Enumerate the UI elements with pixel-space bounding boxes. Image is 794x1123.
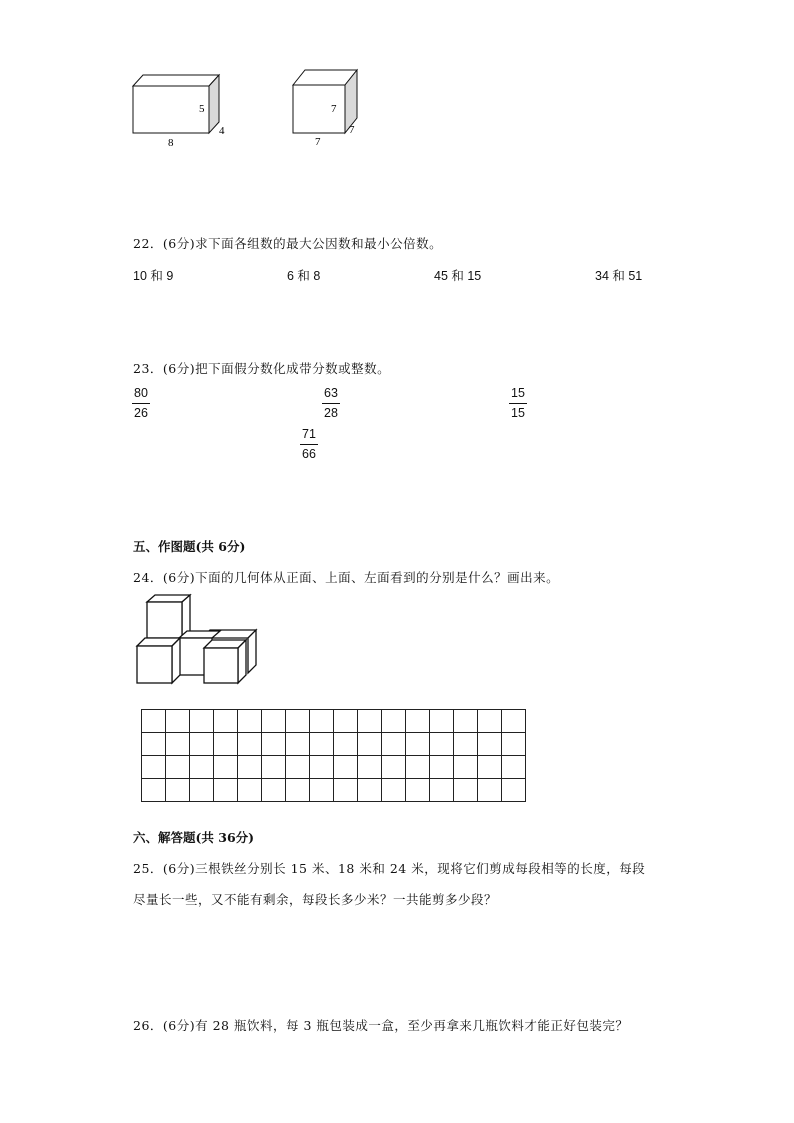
grid-cell[interactable] <box>382 710 406 733</box>
grid-cell[interactable] <box>166 733 190 756</box>
grid-cell[interactable] <box>358 733 382 756</box>
cuboid-figure <box>125 66 235 156</box>
grid-cell[interactable] <box>214 733 238 756</box>
grid-cell[interactable] <box>334 756 358 779</box>
grid-cell[interactable] <box>382 779 406 802</box>
grid-cell[interactable] <box>406 756 430 779</box>
fraction-3-numerator: 15 <box>511 386 525 400</box>
grid-cell[interactable] <box>430 710 454 733</box>
grid-row <box>142 779 526 802</box>
grid-cell[interactable] <box>214 710 238 733</box>
grid-cell[interactable] <box>286 710 310 733</box>
grid-cell[interactable] <box>262 756 286 779</box>
grid-cell[interactable] <box>502 710 526 733</box>
section-6-title: 六、解答题(共 36分) <box>133 830 255 845</box>
cube-stack-figure <box>130 592 265 692</box>
fraction-4 <box>300 427 318 462</box>
grid-cell[interactable] <box>190 733 214 756</box>
grid-cell[interactable] <box>166 779 190 802</box>
question-26: 26．(6分)有 28 瓶饮料，每 3 瓶包装成一盒，至少再拿来几瓶饮料才能正好包装完？ <box>133 1018 629 1033</box>
cuboid-height-label: 5 <box>199 103 205 115</box>
q22-pair-2: 6 和 8 <box>287 269 321 283</box>
fraction-4-denominator: 66 <box>302 447 316 461</box>
grid-cell[interactable] <box>502 733 526 756</box>
fraction-2-numerator: 63 <box>324 386 338 400</box>
grid-cell[interactable] <box>358 710 382 733</box>
grid-row <box>142 733 526 756</box>
grid-cell[interactable] <box>286 779 310 802</box>
grid-cell[interactable] <box>406 779 430 802</box>
grid-cell[interactable] <box>262 710 286 733</box>
grid-cell[interactable] <box>310 733 334 756</box>
grid-cell[interactable] <box>238 733 262 756</box>
grid-cell[interactable] <box>310 779 334 802</box>
grid-cell[interactable] <box>334 710 358 733</box>
grid-cell[interactable] <box>214 779 238 802</box>
grid-cell[interactable] <box>478 710 502 733</box>
grid-cell[interactable] <box>142 733 166 756</box>
question-25-line-2: 尽量长一些，又不能有剩余，每段长多少米？一共能剪多少段？ <box>133 892 498 907</box>
cube-depth-label: 7 <box>349 124 355 136</box>
fraction-2-denominator: 28 <box>324 406 338 420</box>
grid-cell[interactable] <box>142 710 166 733</box>
section-5-title: 五、作图题(共 6分) <box>133 539 246 554</box>
grid-cell[interactable] <box>406 733 430 756</box>
fraction-1-numerator: 80 <box>134 386 148 400</box>
grid-cell[interactable] <box>166 710 190 733</box>
grid-cell[interactable] <box>262 779 286 802</box>
grid-cell[interactable] <box>454 756 478 779</box>
grid-row <box>142 710 526 733</box>
grid-cell[interactable] <box>454 733 478 756</box>
grid-cell[interactable] <box>286 756 310 779</box>
cuboid-length-label: 8 <box>168 137 174 149</box>
grid-cell[interactable] <box>478 733 502 756</box>
grid-cell[interactable] <box>238 710 262 733</box>
fraction-3-denominator: 15 <box>511 406 525 420</box>
grid-cell[interactable] <box>454 779 478 802</box>
question-24: 24．(6分)下面的几何体从正面、上面、左面看到的分别是什么？画出来。 <box>133 570 560 585</box>
q22-pair-1: 10 和 9 <box>133 269 174 283</box>
drawing-grid[interactable] <box>141 709 526 802</box>
grid-cell[interactable] <box>142 756 166 779</box>
grid-cell[interactable] <box>454 710 478 733</box>
cube-length-label: 7 <box>315 136 321 148</box>
grid-cell[interactable] <box>142 779 166 802</box>
cube-figure <box>285 62 375 157</box>
grid-cell[interactable] <box>190 710 214 733</box>
fraction-2 <box>322 386 340 421</box>
grid-cell[interactable] <box>502 779 526 802</box>
grid-cell[interactable] <box>334 779 358 802</box>
grid-cell[interactable] <box>478 756 502 779</box>
grid-cell[interactable] <box>262 733 286 756</box>
grid-cell[interactable] <box>478 779 502 802</box>
grid-cell[interactable] <box>358 756 382 779</box>
grid-cell[interactable] <box>310 756 334 779</box>
grid-cell[interactable] <box>334 733 358 756</box>
question-25-line-1: 25．(6分)三根铁丝分别长 15 米、18 米和 24 米，现将它们剪成每段相等的长度，每段 <box>133 861 646 876</box>
fraction-1-denominator: 26 <box>134 406 148 420</box>
grid-cell[interactable] <box>406 710 430 733</box>
q22-pair-4: 34 和 51 <box>595 269 643 283</box>
grid-cell[interactable] <box>430 756 454 779</box>
grid-cell[interactable] <box>502 756 526 779</box>
fraction-3 <box>509 386 527 421</box>
fraction-1 <box>132 386 150 421</box>
grid-cell[interactable] <box>190 779 214 802</box>
grid-cell[interactable] <box>430 779 454 802</box>
cube-height-label: 7 <box>331 103 337 115</box>
grid-cell[interactable] <box>286 733 310 756</box>
grid-cell[interactable] <box>238 756 262 779</box>
grid-row <box>142 756 526 779</box>
grid-cell[interactable] <box>358 779 382 802</box>
q22-pair-3: 45 和 15 <box>434 269 482 283</box>
grid-cell[interactable] <box>430 733 454 756</box>
grid-cell[interactable] <box>382 756 406 779</box>
grid-cell[interactable] <box>190 756 214 779</box>
question-23: 23．(6分)把下面假分数化成带分数或整数。 <box>133 361 391 376</box>
cuboid-depth-label: 4 <box>219 125 225 137</box>
grid-cell[interactable] <box>238 779 262 802</box>
grid-cell[interactable] <box>214 756 238 779</box>
grid-cell[interactable] <box>310 710 334 733</box>
grid-cell[interactable] <box>382 733 406 756</box>
question-22: 22．(6分)求下面各组数的最大公因数和最小公倍数。 <box>133 236 443 251</box>
fraction-4-numerator: 71 <box>302 427 316 441</box>
grid-cell[interactable] <box>166 756 190 779</box>
